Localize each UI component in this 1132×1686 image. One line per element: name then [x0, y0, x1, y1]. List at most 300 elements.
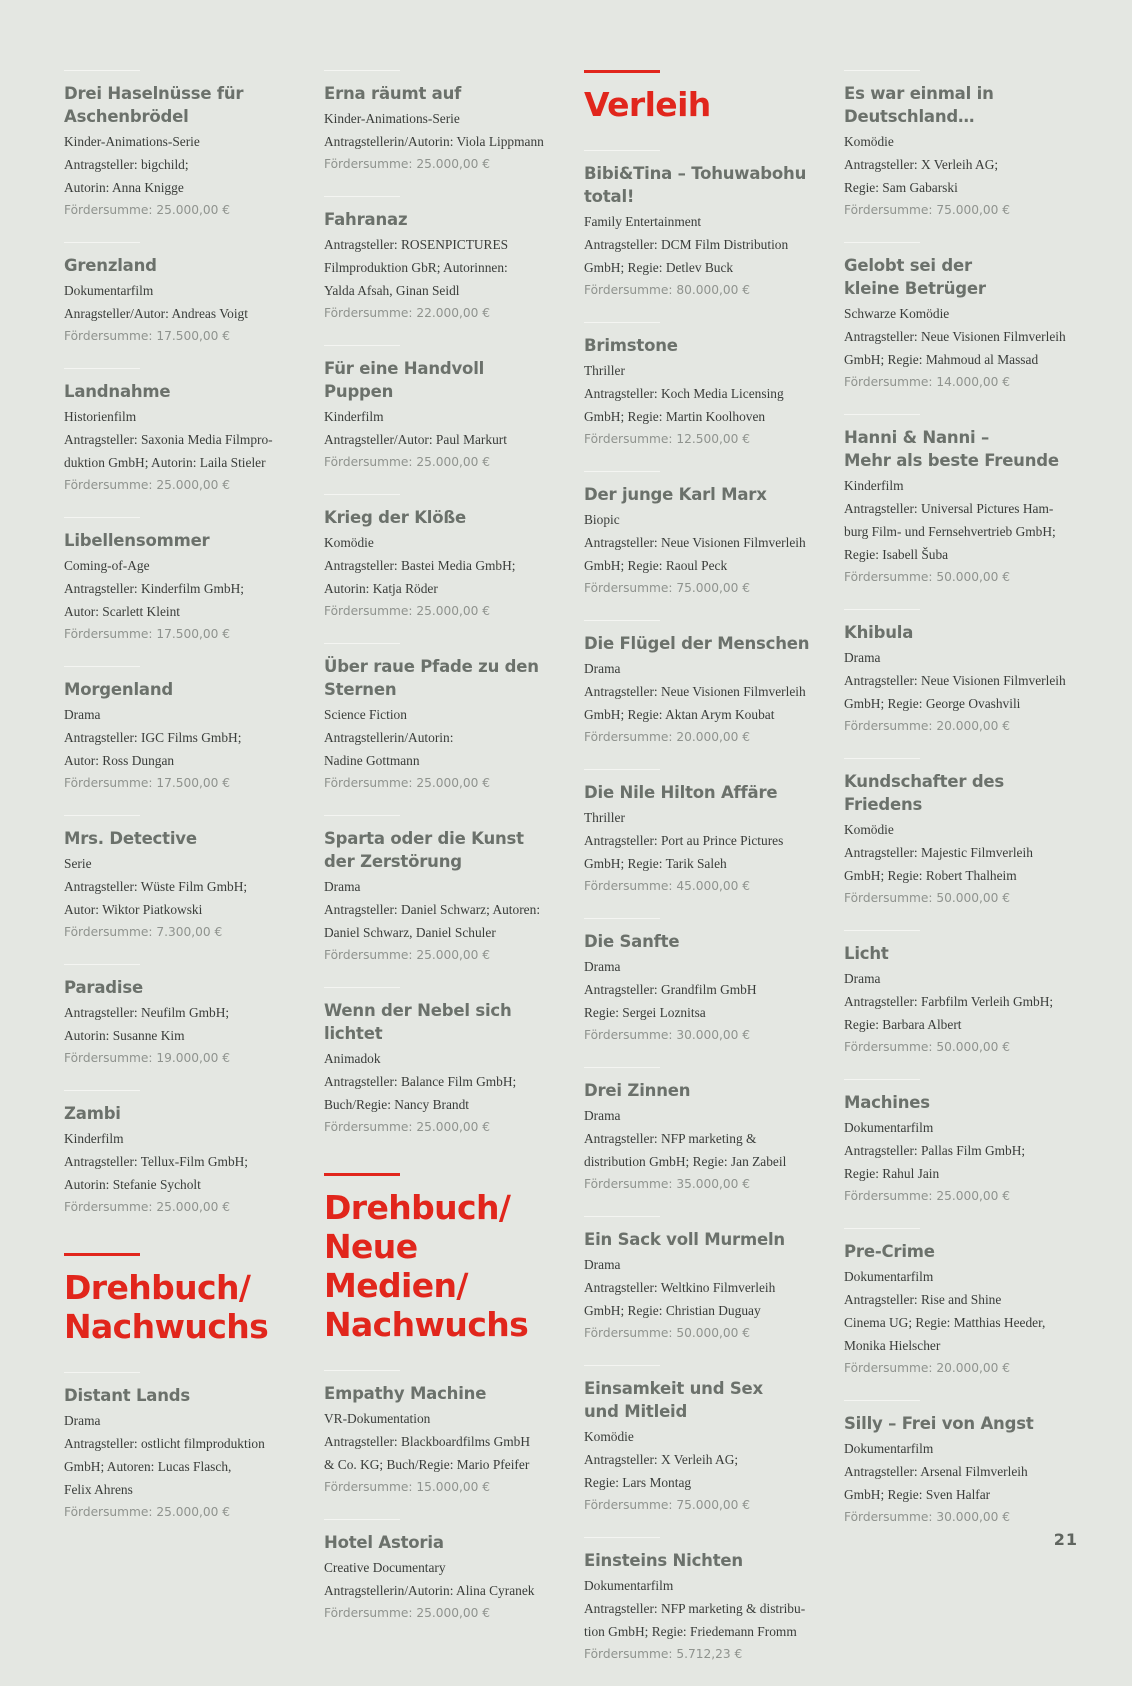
- film-entry: [324, 345, 556, 474]
- entry-divider: [844, 609, 920, 610]
- applicant-line: burg Film- und Fernsehvertrieb GmbH;: [844, 524, 1056, 539]
- film-genre: Dokumentarfilm: [844, 1269, 934, 1284]
- film-title-line: Mehr als beste Freunde: [844, 451, 1059, 470]
- applicant-line: Filmproduktion GbR; Autorinnen:: [324, 260, 508, 275]
- section-title-line: Drehbuch/: [64, 1268, 251, 1307]
- funding-amount: Fördersumme: 75.000,00 €: [584, 581, 751, 595]
- funding-amount: Fördersumme: 25.000,00 €: [64, 1200, 231, 1214]
- film-title: [324, 827, 556, 873]
- film-entry: [584, 769, 816, 898]
- applicant-line: Antragstellerin/Autorin:: [324, 730, 454, 745]
- film-title-line: Krieg der Klöße: [324, 508, 467, 527]
- applicant-line: Regie: Sam Gabarski: [844, 180, 958, 195]
- funding-amount: Fördersumme: 75.000,00 €: [584, 1498, 751, 1512]
- film-title-line: Die Flügel der Menschen: [584, 634, 810, 653]
- entry-divider: [324, 815, 400, 816]
- film-title-line: Libellensommer: [64, 531, 210, 550]
- funding-amount: Fördersumme: 25.000,00 €: [64, 203, 231, 217]
- film-title-line: Hanni & Nanni –: [844, 428, 990, 447]
- applicant-line: Antragsteller: Saxonia Media Filmpro-: [64, 432, 273, 447]
- applicant-line: Autor: Wiktor Piatkowski: [64, 902, 203, 917]
- film-genre: Thriller: [584, 810, 625, 825]
- film-genre: Creative Documentary: [324, 1560, 446, 1575]
- applicant-line: distribution GmbH; Regie: Jan Zabeil: [584, 1154, 787, 1169]
- funding-amount: Fördersumme: 20.000,00 €: [844, 1361, 1011, 1375]
- section-title-line: Verleih: [584, 85, 711, 124]
- film-title-line: Sternen: [324, 680, 397, 699]
- applicant-line: GmbH; Regie: Detlev Buck: [584, 260, 734, 275]
- film-entry: [844, 758, 1076, 910]
- funding-amount: Fördersumme: 25.000,00 €: [324, 776, 491, 790]
- film-title: [844, 426, 1076, 472]
- film-genre: Komödie: [324, 535, 374, 550]
- column-2: [324, 70, 556, 1645]
- section-title-line: Nachwuchs: [64, 1307, 269, 1346]
- entry-divider: [324, 1370, 400, 1371]
- entry-divider: [64, 1372, 140, 1373]
- applicant-line: Cinema UG; Regie: Matthias Heeder,: [844, 1315, 1046, 1330]
- funding-amount: Fördersumme: 17.500,00 €: [64, 627, 231, 641]
- film-entry: [64, 517, 296, 646]
- funding-amount: Fördersumme: 25.000,00 €: [324, 604, 491, 618]
- applicant-line: Autor: Ross Dungan: [64, 753, 175, 768]
- funding-amount: Fördersumme: 25.000,00 €: [64, 1505, 231, 1519]
- funding-amount: Fördersumme: 45.000,00 €: [584, 879, 751, 893]
- section-title: [584, 85, 816, 124]
- film-entry: [324, 1519, 556, 1625]
- film-title: [584, 1228, 816, 1251]
- film-genre: Historienfilm: [64, 409, 137, 424]
- film-title-line: Grenzland: [64, 256, 157, 275]
- applicant-line: GmbH; Regie: Aktan Arym Koubat: [584, 707, 775, 722]
- applicant-line: duktion GmbH; Autorin: Laila Stieler: [64, 455, 266, 470]
- film-genre: Serie: [64, 856, 92, 871]
- film-entry: [844, 930, 1076, 1059]
- film-title: [844, 1091, 1076, 1114]
- film-title: [324, 1382, 556, 1405]
- applicant-line: Antragsteller: Neue Visionen Filmverleih: [844, 329, 1066, 344]
- entry-divider: [64, 666, 140, 667]
- funding-amount: Fördersumme: 75.000,00 €: [844, 203, 1011, 217]
- film-genre: Dokumentarfilm: [64, 283, 154, 298]
- film-entry: [844, 70, 1076, 222]
- entry-divider: [584, 322, 660, 323]
- funding-amount: Fördersumme: 19.000,00 €: [64, 1051, 231, 1065]
- film-genre: Komödie: [844, 822, 894, 837]
- film-entry: [844, 1400, 1076, 1529]
- film-title: [64, 827, 296, 850]
- funding-amount: Fördersumme: 35.000,00 €: [584, 1177, 751, 1191]
- film-title: [64, 1102, 296, 1125]
- applicant-line: Buch/Regie: Nancy Brandt: [324, 1097, 470, 1112]
- film-title-line: und Mitleid: [584, 1402, 688, 1421]
- applicant-line: tion GmbH; Regie: Friedemann Fromm: [584, 1624, 797, 1639]
- funding-amount: Fördersumme: 5.712,23 €: [584, 1647, 743, 1661]
- funding-amount: Fördersumme: 14.000,00 €: [844, 375, 1011, 389]
- film-title: [64, 254, 296, 277]
- film-title-line: Drei Zinnen: [584, 1081, 691, 1100]
- funding-amount: Fördersumme: 50.000,00 €: [584, 1326, 751, 1340]
- applicant-line: Antragsteller: Koch Media Licensing: [584, 386, 784, 401]
- applicant-line: Antragsteller: Grandfilm GmbH: [584, 982, 757, 997]
- film-genre: Schwarze Komödie: [844, 306, 950, 321]
- film-title: [584, 781, 816, 804]
- entry-divider: [584, 1067, 660, 1068]
- page-number: 21: [1053, 1530, 1078, 1549]
- film-title-line: Aschenbrödel: [64, 107, 189, 126]
- applicant-line: Antragsteller: bigchild;: [64, 157, 189, 172]
- applicant-line: Antragsteller: ostlicht filmproduktion: [64, 1436, 265, 1451]
- film-entry: [64, 1090, 296, 1219]
- film-title: [844, 770, 1076, 816]
- film-title: [584, 1079, 816, 1102]
- funding-amount: Fördersumme: 15.000,00 €: [324, 1480, 491, 1494]
- film-title-line: Drei Haselnüsse für: [64, 84, 244, 103]
- film-entry: [64, 815, 296, 944]
- film-genre: Kinderfilm: [64, 1131, 124, 1146]
- funding-amount: Fördersumme: 7.300,00 €: [64, 925, 223, 939]
- film-entry: [324, 196, 556, 325]
- film-title: [324, 1531, 556, 1554]
- funding-amount: Fördersumme: 20.000,00 €: [844, 719, 1011, 733]
- film-title: [324, 655, 556, 701]
- film-title: [64, 976, 296, 999]
- applicant-line: Antragsteller: Daniel Schwarz; Autoren:: [324, 902, 541, 917]
- applicant-line: GmbH; Regie: George Ovashvili: [844, 696, 1021, 711]
- film-title-line: kleine Betrüger: [844, 279, 986, 298]
- film-genre: Drama: [584, 1257, 621, 1272]
- film-title-line: Empathy Machine: [324, 1384, 487, 1403]
- funding-amount: Fördersumme: 25.000,00 €: [324, 1606, 491, 1620]
- funding-amount: Fördersumme: 25.000,00 €: [844, 1189, 1011, 1203]
- entry-divider: [844, 242, 920, 243]
- film-genre: Dokumentarfilm: [844, 1441, 934, 1456]
- applicant-line: Autorin: Anna Knigge: [64, 180, 184, 195]
- section-heading-block: [324, 1173, 556, 1344]
- film-title-line: Die Nile Hilton Affäre: [584, 783, 778, 802]
- applicant-line: Antragsteller: Neue Visionen Filmverleih: [584, 684, 806, 699]
- film-title: [324, 506, 556, 529]
- applicant-line: Anragsteller/Autor: Andreas Voigt: [64, 306, 248, 321]
- film-title: [844, 82, 1076, 128]
- film-title-line: Brimstone: [584, 336, 678, 355]
- applicant-line: Antragsteller: Rise and Shine: [844, 1292, 1002, 1307]
- film-entry: [584, 150, 816, 302]
- film-title-line: Die Sanfte: [584, 932, 680, 951]
- film-title-line: Einsamkeit und Sex: [584, 1379, 763, 1398]
- film-genre: Dokumentarfilm: [844, 1120, 934, 1135]
- entry-divider: [584, 150, 660, 151]
- funding-amount: Fördersumme: 50.000,00 €: [844, 570, 1011, 584]
- entry-divider: [324, 70, 400, 71]
- section-title-line: Drehbuch/: [324, 1188, 511, 1227]
- funding-amount: Fördersumme: 17.500,00 €: [64, 776, 231, 790]
- section-title-line: Neue Medien/: [324, 1227, 468, 1305]
- film-entry: [844, 1228, 1076, 1380]
- entry-divider: [64, 368, 140, 369]
- entry-divider: [64, 815, 140, 816]
- entry-divider: [324, 643, 400, 644]
- applicant-line: Antragsteller: DCM Film Distribution: [584, 237, 789, 252]
- applicant-line: Felix Ahrens: [64, 1482, 133, 1497]
- entry-divider: [844, 758, 920, 759]
- film-title: [844, 254, 1076, 300]
- section-divider: [64, 1253, 140, 1256]
- entry-divider: [584, 918, 660, 919]
- entry-divider: [324, 494, 400, 495]
- film-entry: [64, 964, 296, 1070]
- film-title: [324, 999, 556, 1045]
- film-title: [584, 483, 816, 506]
- film-title-line: Wenn der Nebel sich lichtet: [324, 1001, 512, 1043]
- film-entry: [584, 322, 816, 451]
- film-title-line: Es war einmal in: [844, 84, 994, 103]
- entry-divider: [584, 1365, 660, 1366]
- film-title: [584, 1377, 816, 1423]
- film-title: [584, 632, 816, 655]
- film-title: [64, 82, 296, 128]
- film-title-line: Fahranaz: [324, 210, 408, 229]
- section-divider: [584, 70, 660, 73]
- film-title: [584, 162, 816, 208]
- section-title: [64, 1268, 296, 1346]
- film-title-line: Silly – Frei von Angst: [844, 1414, 1034, 1433]
- applicant-line: GmbH; Regie: Robert Thalheim: [844, 868, 1017, 883]
- film-genre: Komödie: [584, 1429, 634, 1444]
- film-title: [64, 1384, 296, 1407]
- entry-divider: [64, 517, 140, 518]
- film-title-line: Machines: [844, 1093, 930, 1112]
- entry-divider: [844, 70, 920, 71]
- applicant-line: Antragstellerin/Autorin: Viola Lippmann: [324, 134, 544, 149]
- section-heading-block: [64, 1253, 296, 1346]
- film-title-line: Paradise: [64, 978, 143, 997]
- film-title-line: Für eine Handvoll Puppen: [324, 359, 485, 401]
- film-genre: Kinder-Animations-Serie: [324, 111, 460, 126]
- applicant-line: Regie: Rahul Jain: [844, 1166, 940, 1181]
- applicant-line: Antragsteller: Pallas Film GmbH;: [844, 1143, 1026, 1158]
- funding-amount: Fördersumme: 25.000,00 €: [324, 157, 491, 171]
- entry-divider: [844, 930, 920, 931]
- applicant-line: GmbH; Regie: Sven Halfar: [844, 1487, 991, 1502]
- film-title-line: Zambi: [64, 1104, 121, 1123]
- film-entry: [324, 70, 556, 176]
- film-title: [844, 1412, 1076, 1435]
- applicant-line: Autorin: Katja Röder: [324, 581, 438, 596]
- entry-divider: [844, 414, 920, 415]
- film-title-line: Deutschland…: [844, 107, 975, 126]
- applicant-line: Antragsteller: Neue Visionen Filmverleih: [584, 535, 806, 550]
- film-genre: Kinderfilm: [324, 409, 384, 424]
- applicant-line: Antragsteller: Weltkino Filmverleih: [584, 1280, 776, 1295]
- film-entry: [324, 494, 556, 623]
- film-title-line: Über raue Pfade zu den: [324, 657, 539, 676]
- film-title-line: Distant Lands: [64, 1386, 191, 1405]
- film-title: [844, 1240, 1076, 1263]
- applicant-line: GmbH; Regie: Mahmoud al Massad: [844, 352, 1039, 367]
- film-entry: [844, 414, 1076, 589]
- funding-amount: Fördersumme: 25.000,00 €: [64, 478, 231, 492]
- film-genre: Drama: [584, 661, 621, 676]
- applicant-line: GmbH; Regie: Martin Koolhoven: [584, 409, 766, 424]
- film-title: [584, 930, 816, 953]
- applicant-line: Antragstellerin/Autorin: Alina Cyranek: [324, 1583, 535, 1598]
- film-title: [584, 334, 816, 357]
- applicant-line: Yalda Afsah, Ginan Seidl: [324, 283, 460, 298]
- applicant-line: Nadine Gottmann: [324, 753, 420, 768]
- film-entry: [844, 242, 1076, 394]
- film-title: [324, 208, 556, 231]
- funding-amount: Fördersumme: 80.000,00 €: [584, 283, 751, 297]
- applicant-line: Antragsteller: Kinderfilm GmbH;: [64, 581, 244, 596]
- entry-divider: [844, 1079, 920, 1080]
- funding-amount: Fördersumme: 30.000,00 €: [844, 1510, 1011, 1524]
- applicant-line: Autorin: Susanne Kim: [64, 1028, 185, 1043]
- film-genre: Drama: [584, 959, 621, 974]
- film-entry: [64, 242, 296, 348]
- film-entry: [584, 1537, 816, 1666]
- film-genre: Thriller: [584, 363, 625, 378]
- column-3: [584, 70, 816, 1686]
- film-genre: Animadok: [324, 1051, 381, 1066]
- entry-divider: [324, 1519, 400, 1520]
- film-title-line: Mrs. Detective: [64, 829, 197, 848]
- applicant-line: Autorin: Stefanie Sycholt: [64, 1177, 201, 1192]
- entry-divider: [584, 1537, 660, 1538]
- entry-divider: [324, 345, 400, 346]
- entry-divider: [584, 471, 660, 472]
- entry-divider: [584, 769, 660, 770]
- applicant-line: Regie: Sergei Loznitsa: [584, 1005, 706, 1020]
- entry-divider: [324, 987, 400, 988]
- applicant-line: Daniel Schwarz, Daniel Schuler: [324, 925, 496, 940]
- section-divider: [324, 1173, 400, 1176]
- film-entry: [64, 70, 296, 222]
- applicant-line: GmbH; Regie: Raoul Peck: [584, 558, 728, 573]
- film-title-line: Hotel Astoria: [324, 1533, 444, 1552]
- film-title: [64, 380, 296, 403]
- film-entry: [584, 1216, 816, 1345]
- applicant-line: Antragsteller: Balance Film GmbH;: [324, 1074, 517, 1089]
- applicant-line: Antragsteller: Tellux-Film GmbH;: [64, 1154, 249, 1169]
- funding-amount: Fördersumme: 25.000,00 €: [324, 948, 491, 962]
- applicant-line: Antragsteller: ROSENPICTURES: [324, 237, 509, 252]
- applicant-line: Antragsteller: Neue Visionen Filmverleih: [844, 673, 1066, 688]
- entry-divider: [584, 1216, 660, 1217]
- section-heading-block: [584, 70, 816, 124]
- applicant-line: Antragsteller: Blackboardfilms GmbH: [324, 1434, 531, 1449]
- film-genre: Komödie: [844, 134, 894, 149]
- film-entry: [584, 620, 816, 749]
- film-title: [584, 1549, 816, 1572]
- film-title: [324, 82, 556, 105]
- applicant-line: GmbH; Regie: Christian Duguay: [584, 1303, 761, 1318]
- film-entry: [324, 1370, 556, 1499]
- film-entry: [844, 1079, 1076, 1208]
- film-genre: Drama: [64, 1413, 101, 1428]
- entry-divider: [64, 242, 140, 243]
- film-entry: [324, 815, 556, 967]
- film-title-line: Kundschafter des Friedens: [844, 772, 1005, 814]
- film-entry: [844, 609, 1076, 738]
- entry-divider: [64, 964, 140, 965]
- film-title-line: Ein Sack voll Murmeln: [584, 1230, 785, 1249]
- film-genre: Family Entertainment: [584, 214, 702, 229]
- film-title: [64, 529, 296, 552]
- film-title: [324, 357, 556, 403]
- film-title-line: Einsteins Nichten: [584, 1551, 743, 1570]
- film-title-line: Sparta oder die Kunst: [324, 829, 524, 848]
- film-genre: Drama: [324, 879, 361, 894]
- funding-amount: Fördersumme: 50.000,00 €: [844, 1040, 1011, 1054]
- applicant-line: Regie: Barbara Albert: [844, 1017, 962, 1032]
- film-title-line: der Zerstörung: [324, 852, 462, 871]
- applicant-line: Antragsteller: Arsenal Filmverleih: [844, 1464, 1028, 1479]
- film-entry: [64, 1372, 296, 1524]
- film-genre: Dokumentarfilm: [584, 1578, 674, 1593]
- film-title-line: Landnahme: [64, 382, 171, 401]
- film-title: [844, 942, 1076, 965]
- entry-divider: [324, 196, 400, 197]
- funding-amount: Fördersumme: 17.500,00 €: [64, 329, 231, 343]
- film-title-line: Gelobt sei der: [844, 256, 972, 275]
- applicant-line: Antragsteller: Bastei Media GmbH;: [324, 558, 516, 573]
- applicant-line: Monika Hielscher: [844, 1338, 941, 1353]
- funding-amount: Fördersumme: 25.000,00 €: [324, 455, 491, 469]
- applicant-line: Antragsteller: Neufilm GmbH;: [64, 1005, 230, 1020]
- film-title-line: Morgenland: [64, 680, 173, 699]
- applicant-line: & Co. KG; Buch/Regie: Mario Pfeifer: [324, 1457, 530, 1472]
- applicant-line: Antragsteller: Wüste Film GmbH;: [64, 879, 248, 894]
- applicant-line: Antragsteller: X Verleih AG;: [844, 157, 999, 172]
- film-entry: [64, 368, 296, 497]
- applicant-line: Antragsteller: IGC Films GmbH;: [64, 730, 242, 745]
- applicant-line: Antragsteller: X Verleih AG;: [584, 1452, 739, 1467]
- film-genre: Kinderfilm: [844, 478, 904, 493]
- film-genre: Drama: [64, 707, 101, 722]
- entry-divider: [64, 70, 140, 71]
- funding-amount: Fördersumme: 12.500,00 €: [584, 432, 751, 446]
- applicant-line: Antragsteller: NFP marketing &: [584, 1131, 757, 1146]
- funding-amount: Fördersumme: 22.000,00 €: [324, 306, 491, 320]
- section-title: [324, 1188, 556, 1344]
- film-entry: [324, 643, 556, 795]
- film-genre: Biopic: [584, 512, 620, 527]
- applicant-line: Autor: Scarlett Kleint: [64, 604, 181, 619]
- entry-divider: [844, 1400, 920, 1401]
- film-title-line: Der junge Karl Marx: [584, 485, 767, 504]
- film-genre: VR-Dokumentation: [324, 1411, 431, 1426]
- entry-divider: [844, 1228, 920, 1229]
- column-1: [64, 70, 296, 1544]
- film-title: [844, 621, 1076, 644]
- film-genre: Kinder-Animations-Serie: [64, 134, 200, 149]
- applicant-line: Regie: Lars Montag: [584, 1475, 692, 1490]
- funding-amount: Fördersumme: 20.000,00 €: [584, 730, 751, 744]
- applicant-line: Antragsteller/Autor: Paul Markurt: [324, 432, 507, 447]
- film-genre: Coming-of-Age: [64, 558, 150, 573]
- film-title-line: Pre-Crime: [844, 1242, 935, 1261]
- applicant-line: Antragsteller: Universal Pictures Ham-: [844, 501, 1054, 516]
- film-entry: [584, 1365, 816, 1517]
- applicant-line: Antragsteller: Majestic Filmverleih: [844, 845, 1033, 860]
- film-genre: Science Fiction: [324, 707, 407, 722]
- section-title-line: Nachwuchs: [324, 1305, 529, 1344]
- film-genre: Drama: [584, 1108, 621, 1123]
- applicant-line: Antragsteller: Farbfilm Verleih GmbH;: [844, 994, 1054, 1009]
- applicant-line: Antragsteller: NFP marketing & distribu-: [584, 1601, 806, 1616]
- film-title-line: Licht: [844, 944, 889, 963]
